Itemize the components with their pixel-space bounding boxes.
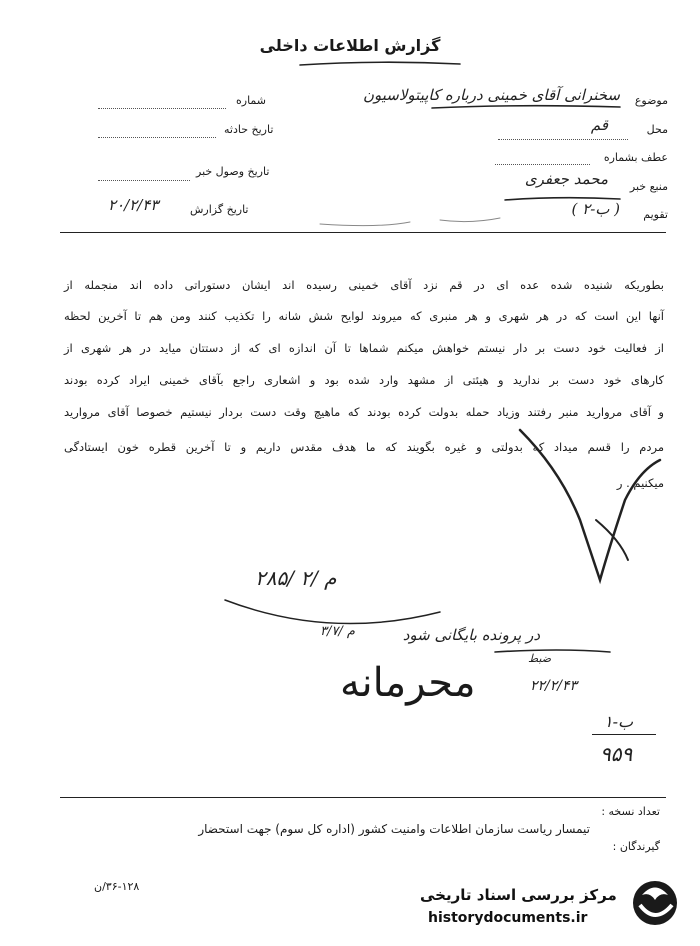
fraction-bar — [592, 734, 656, 735]
body-line-1: بطوریکه شنیده شده عده ای در قم نزد آقای خمینی رسیده اند ایشان دستوراتی داده اند منجمله از — [64, 278, 664, 292]
watermark-name: مرکز بررسی اسناد تاریخی — [420, 886, 617, 904]
copies-value: تیمسار ریاست سازمان اطلاعات وامنیت کشور (اداره کل سوم) جهت استحضار — [198, 822, 590, 836]
watermark-url: historydocuments.ir — [428, 910, 588, 926]
form-code: ۳۶-۱۲۸/ن — [94, 880, 140, 893]
subject-label: موضوع — [634, 94, 668, 107]
body-line-5: و آقای مروارید منبر رفتند وزیاد حمله بدولت کرده بودند که ماهیچ وقت دست بردار نیستیم خصوصا آقای مروارید — [64, 405, 664, 419]
number-label: شماره — [236, 94, 267, 107]
filing-note: در پرونده بایگانی شود — [402, 626, 540, 644]
ref-word-note: ضبط — [528, 652, 552, 665]
report-date-label: تاریخ گزارش — [190, 203, 249, 216]
number-line — [98, 96, 226, 109]
copies-label: تعداد نسخه : — [601, 805, 660, 818]
incident-date-label: تاریخ حادثه — [224, 123, 274, 136]
checkmark-tail — [596, 520, 628, 560]
source-label: منبع خبر — [629, 180, 668, 193]
subject-value: سخنرانی آقای خمینی درباره کاپیتولاسیون — [363, 86, 620, 104]
archive-number-note: ۲۸۵/ ۲/ م — [255, 566, 337, 590]
location-value: قم — [590, 116, 608, 134]
confidential-stamp: محرمانه — [340, 660, 476, 706]
report-date-value: ۲۰/۲/۴۳ — [108, 196, 159, 214]
filing-underline — [495, 650, 610, 652]
body-line-4: کارهای خود دست بر ندارید و هیئتی از مشهد وارد شده بود و اشعاری راجع بآقای خمینی ایراد کرده بودند — [64, 373, 664, 387]
faint-scratch-right — [440, 218, 500, 222]
body-line-2: آنها این است که در هر شهری و هر منبری که میروند لوایح شش شانه را تکذیب کنند ومن هم تا آخرین لحظه — [64, 309, 664, 323]
source-value: محمد جعفری — [524, 170, 608, 188]
archive-arc — [225, 600, 440, 624]
header-divider — [60, 232, 666, 233]
faint-scratch-left — [320, 222, 410, 226]
receipt-date-line — [98, 168, 190, 181]
calendar-label: تقویم — [643, 208, 668, 221]
fraction-top-note: ۱-ب — [604, 712, 634, 731]
ref-date-note: ۲۲/۲/۴۳ — [530, 678, 578, 694]
fraction-bottom-note: ۹۵۹ — [600, 742, 633, 766]
incident-date-line — [98, 125, 216, 138]
reference-line — [495, 152, 590, 165]
body-line-7: میکنیم . ر — [616, 476, 664, 490]
subject-underline — [432, 106, 620, 108]
title-underline — [300, 62, 460, 65]
location-line — [498, 127, 628, 140]
location-label: محل — [646, 123, 668, 136]
body-line-6: مردم را قسم میداد که بدولتی و غیره بگویند که ما هدف مقدس داریم و تا آخرین قطره خون ایستادگی — [64, 440, 664, 454]
calendar-value: ( ب-۲ ) — [571, 200, 620, 218]
small-ref-note: ۳/۷/ م — [320, 624, 355, 639]
footer-divider — [60, 797, 666, 798]
reference-label: عطف بشماره — [603, 151, 668, 164]
recipients-label: گیرندگان : — [612, 840, 660, 853]
body-line-3: از فعالیت خود دست بر دار نیستم خواهش میکنم شماها تا آن اندازه ای که از دستتان میاید در هر شهری از — [64, 341, 664, 355]
receipt-date-label: تاریخ وصول خبر — [196, 165, 270, 178]
page-title: گزارش اطلاعات داخلی — [259, 36, 441, 55]
